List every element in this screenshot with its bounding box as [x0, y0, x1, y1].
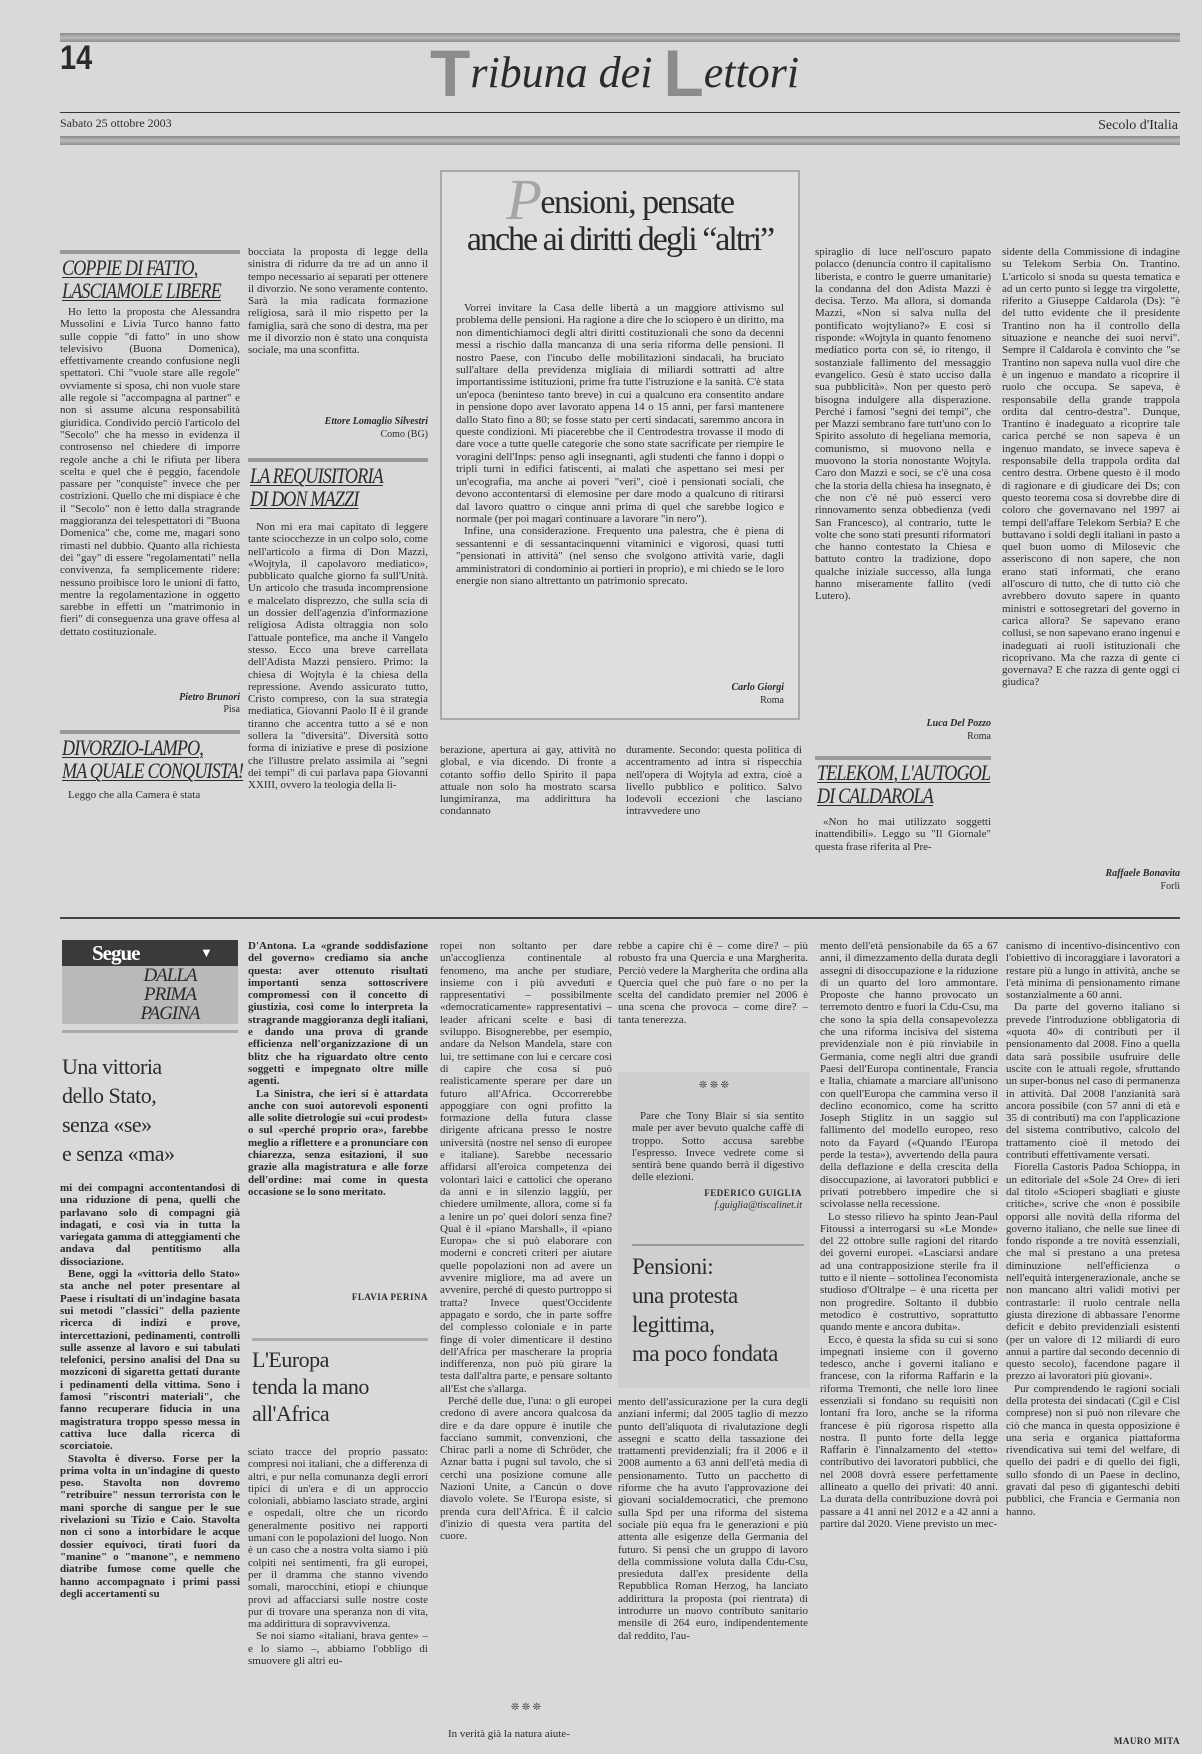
byline-author: Carlo Giorgi: [731, 682, 784, 693]
byline-author: FEDERICO GUIGLIA: [704, 1188, 802, 1198]
author-email: f.guiglia@tiscalinet.it: [714, 1200, 802, 1211]
byline-place: Roma: [967, 731, 991, 742]
byline-author: Pietro Brunori: [179, 692, 240, 703]
headline-europa: L'Europa tenda la mano all'Africa: [252, 1347, 369, 1426]
blair-body: Pare che Tony Blair si sia sentito male per aver bevuto qualche caffè di troppo. Sotto accusa sarebbe l'espresso. Invece vedrete come si sentirà bene quando berrà il digestivo delle elezioni.: [632, 1110, 804, 1184]
headline-divorzio: DIVORZIO-LAMPO, MA QUALE CONQUISTA!: [62, 735, 244, 783]
blair-box: [618, 1072, 810, 1388]
article-telekom-body: «Non ho mai utilizzato soggetti inattendibili». Leggo su "Il Giornale" questa frase riferita al Pre-: [815, 816, 991, 853]
article-divorzio-body: bocciata la proposta di legge della sinistra di ridurre da tre ad un anno il tempo necessario ai separati per ottenere il divorzio. Ne sono veramente contento. Sarà la mia radicata formazione religiosa, sarà il mio rispetto per la famiglia, sarà che sono di destra, ma per me il divorzio non è stato una conquista sociale, ma una sconfitta.: [248, 246, 428, 357]
arrow-down-icon: ▼: [200, 945, 213, 960]
byline-author: Luca Del Pozzo: [926, 718, 991, 729]
headline-rule: [60, 730, 240, 734]
dalla-prima-pagina-box: DALLA PRIMA PAGINA: [62, 966, 238, 1024]
article-europa-body: sciato tracce del proprio passato: compresi noi italiani, che a differenza di altri, e pur nella comunanza degli errori tipici di un'era e di un approccio coloniali, abbiamo lasciato strade, argini e ospedali, oltre che un ricordo generalmente positivo nei rapporti umani con le popolazioni del luogo. Non è un caso che a nostra volta siamo i più colpiti nei sentimenti, fra gli europei, per il dramma che stanno vivendo somali, marocchini, etiopi e chiunque provi ad affacciarsi sulle nostre coste pur di trovare una speranza non di vita, ma addirittura di sopravvivenza. Se noi siamo «italiani, brava gente» – e lo siamo –, abbiamo l'obbligo di smuovere gli altri eu-: [248, 1446, 428, 1668]
rule: [252, 1338, 428, 1341]
article-protesta-body: mento dell'assicurazione per la cura degli anziani infermi; dal 2005 taglio di mezzo punto dell'aliquota di rivalutazione degli assegni e scatto della tassazione dei trattamenti previdenziali; fra il 2006 e il 2008 aumento a 63 anni dell'età media di pensionamento. Tutto un pacchetto di riforme che ha avuto l'approvazione dei giovani socialdemocratici, che premono sulla Spd per una riforma del sistema sociale più equa fra le generazioni e più attenta alle esigenze della Germania del futuro. Si pensi che un gruppo di lavoro della commissione voluta dalla Cdu-Csu, presieduta dall'ex presidente della Repubblica Roman Herzog, ha lanciato addirittura la proposta (poi rientrata) di introdurre un nuovo contributo sanitario mensile di 264 euro, indipendentemente dal reddito, l'au-: [618, 1396, 808, 1642]
title-initial-l: L: [663, 36, 704, 110]
section-title: [430, 38, 830, 108]
title-part2: ettori: [703, 48, 800, 97]
featured-letter-box: [440, 167, 800, 720]
featured-letter-body: Vorrei invitare la Casa delle libertà a un maggiore attivismo sul problema delle pensioni. Ha ragione a dire che lo sciopero è un diritto, ma non dimentichiamoci degli altri diritti costituzionali che sono da decenni messi a rischio dalla mancanza di una seria riforma delle pensioni. Il nostro Paese, con l'incubo delle mobilitazioni sindacali, ha bruciato sull'altare della previdenza migliaia di miliardi sottratti ad altre importantissime istituzioni, prime fra tutte l'istruzione e la sanità. C'è stata un'epoca (beninteso tanto breve) in cui a qualcuno era consentito andare in pensione dopo aver lavorato appena 14 o 15 anni, per farsi mantenere dallo Stato fino a 80; se fosse stato per certi sindacati, saremmo ancora in queste condizioni. Mi piacerebbe che il Centrodestra trovasse il modo di dare voce a tutte quelle categorie che sono state sacrificate per riempire le voragini dell'Inps: penso agli insegnanti, agli studenti che fanno i doppi o tripli turni in edifici fatiscenti, ai malati che aspettano sei mesi per un'ecografia, ma anche ai poveri "veri", cioè i pensionati sociali, che devono accontentarsi di elemosine per dare modo a qualcuno di ritirarsi dal lavoro quattro o cinque anni prima di quel che sarebbe logico e normale (per poi magari continuare a lavorare "in nero"). Infine, una considerazione. Frequento una palestra, che è piena di sessantenni e di sessantacinquenni vitaminici e vigorosi, quasi tutti "pensionati in attività" (nel senso che svolgono attività varie, dagli amministratori di condominio ai portieri in proprio), e mi chiedo se le loro energie non siano altrettanto un patrimonio sprecato.: [456, 302, 784, 587]
headline-rule: [60, 250, 240, 254]
rule: [632, 1244, 804, 1246]
article-mazzi-body-4: spiraglio di luce nell'oscuro papato polacco (denuncia contro il capitalismo liberista, e contro le guerre umanitarie) la condanna del don Adista Mazzi è decisa. Terzo. Ma allora, si domanda Mazzi, «Non si salva nulla del pontificato wojtyliano?» E così si risponde: «Wojtyla in quanto fenomeno mediatico porta con sé, io ritengo, il sostanziale fallimento del messaggio evangelico. Gesù è stato ucciso dalla sua pubblicità». Non per questo però bisogna indulgere alla disperazione. Perché i famosi "segni dei tempi", che per Mazzi sembrano fare tutt'uno con lo Spirito assoluto di hegeliana memoria, comunismo, si muovono nella e muovono la storia nonostante Wojtyla. Caro don Mazzi e soci, se c'è una cosa che la storia della chiesa ha insegnato, è che non c'è né può esserci vero rinnovamento senza obbedienza (vedi San Francesco), al contrario, tutte le volte che sono stati presunti riformatori che hanno contestato la Chiesa e battuto contro la tradizione, dopo qualche iniziale successo, alla lunga hanno miseramente fallito (vedi Lutero).: [815, 246, 991, 603]
headline-telekom: TELEKOM, L'AUTOGOL DI CALDAROLA: [817, 760, 991, 808]
byline-author: Raffaele Bonavita: [1105, 868, 1180, 879]
byline-place: Pisa: [223, 704, 240, 715]
article-telekom-body-2: sidente della Commissione di indagine su Telekom Serbia On. Trantino. L'articolo si snoda su questa tematica e ad un certo punto si legge tra virgolette, riferito a Giuseppe Caldarola (Ds): "è del tutto evidente che il presidente Trantino non ha il controllo della situazione e neanche dei suoi nervi". Sempre il Caldarola è convinto che "se Trantino non sapeva nulla vuol dire che è un ingenuo e mandato a ricoprire il ruolo che occupa. Se sapeva, è responsabile della grande trappola ordita dal centro-destra". Dunque, Trantino è inadeguato a ricoprire tale carica perché se non sapeva è un ingenuo mandato, se invece sapeva è responsabile della trappola ordita dal centro destra. Orbene questo è il modo di ragionare e di giudicare dei Ds; con questo teorema cosa si dovrebbe dire di coloro che governavano nel 1997 ai tempi dell'affare Telekom Serbia? E che buttavano i soldi degli italiani in pasto a quel buon uomo di Milosevic che asseriscono di non sapere, che non erano stati informati, che erano all'oscuro di tutto, che di tutto ciò che avrebbero dovuto sapere in quanto ministri e sottosegretari del governo in carica allora? Se sapevano erano collusi, se non sapevano erano ingenui e inadeguati ai ruoli istituzionali che ricoprivano. Ma che razza di gente ci governava? E che razza di gente oggi ci giudica?: [1002, 246, 1180, 689]
rule: [62, 1030, 238, 1033]
article-europa-body-4: rebbe a capire chi è – come dire? – più robusto fra una Quercia e una Margherita. Perciò vedere la Margherita che ordina alla Quercia quel che può fare o no per la scelta del candidato premier nel 2006 è una scena che provoca – come dire? – tanta tenerezza.: [618, 940, 808, 1026]
page-number: 14: [60, 39, 93, 77]
title-part1: ribuna dei: [470, 48, 664, 97]
article-vittoria-body-2: D'Antona. La «grande soddisfazione del governo» crediamo sia anche questa: aver ottenuto risultati importanti senza sottoscrivere compromessi con il concetto di giustizia, così come lo interpreta la stragrande maggioranza degli italiani, e dando una prova di grande efficienza nell'organizzazione di un blitz che ha riguardato oltre cento soggetti e impegnato oltre mille agenti. La Sinistra, che ieri si è attardata anche con suoi autorevoli esponenti alle solite dietrologie sui «cui prodest» o sul «perché proprio ora», farebbe meglio a riflettere e a pronunciare con chiarezza, senza esitazioni, il suo grazie alla magistratura e alle forze dell'ordine: mai come in questa occasione se lo sono meritato.: [248, 940, 428, 1198]
section-divider: [60, 917, 1180, 919]
featured-headline: Pensioni, pensate anche ai diritti degli “altri”: [466, 167, 774, 258]
byline-place: Roma: [760, 695, 784, 706]
newspaper-name: Secolo d'Italia: [1098, 118, 1178, 133]
headline-coppie: COPPIE DI FATTO, LASCIAMOLE LIBERE: [62, 255, 221, 303]
drop-initial-p: P: [506, 167, 541, 232]
header-bottom-rule: [60, 136, 1180, 145]
headline-rule: [248, 458, 428, 462]
header-thin-rule: [60, 112, 1180, 113]
article-coppie-body: Ho letto la proposta che Alessandra Mussolini e Livia Turco hanno fatto sulle coppie "di fatto" in uno show televisivo (Buona Domenica), effettivamente creando confusione negli spettatori. Chi "vuole stare alle regole" ovviamente si sposa, chi non vuole stare alle regole si "accompagna al partner" e non si assume alcuna responsabilità giuridica. Condivido perciò l'articolo del "Secolo" che ha messo in evidenza il controsenso nel chiedere di imporre regole anche a chi le rifiuta per libera scelta e quel che è peggio, facendole passare per "conquiste" invece che per costrizioni. Quello che mi dispiace è che il "Secolo" non è letto dalla stragrande maggioranza dei telespettatori di "Buona Domenica" che, come me, magari sono rimasti nel dubbio. Quanto alla richiesta dei "gay" di essere "regolamentati" nella convivenza, fa semplicemente ridere: nessuno proibisce loro le unioni di fatto, mentre la regolamentazione in oggetto sarebbe in effetti un "matrimonio in fieri" di conseguenza una grave offesa al dettato costituzionale.: [60, 306, 240, 638]
article-protesta-body-2: mento dell'età pensionabile da 65 a 67 anni, il dimezzamento della durata degli assegni di disoccupazione e la riduzione di un quarto del loro ammontare. Proposte che hanno provocato un terremoto dentro e fuori la Cdu-Csu, ma che sono la spia della consapevolezza che una riforma incisiva del sistema previdenziale non è più rinviabile in Germania, come negli altri due grandi Paesi dell'Europa continentale, Francia e Italia, chiamate a marciare all'unisono con quell'Europa che cammina verso il declino economico, come ha scritto Joseph Stiglitz in un saggio sul fallimento del modello europeo, reso noto da Fayard («Quando l'Europa perde la testa»), avvertendo della paura della deflazione e della crescita della disoccupazione, ai lavoratori pubblici e privati potrebbero impedire che si scivolasse nella recessione. Lo stesso rilievo ha spinto Jean-Paul Fitoussi a interrogarsi su «Le Monde» del 22 ottobre sulle ragioni del ritardo dei governi europei. «Lasciarsi andare ad una contrapposizione sterile fra il tutto e il niente – sottolinea l'economista studioso d'Oltralpe – è una ricetta per non progredire. Soltanto il dubbio metodico è costruttivo, soprattutto quando mente e ancora dubita». Ecco, è questa la sfida su cui si sono impegnati insieme con il governo tedesco, anche i governi italiano e francese, con la riforma Raffarin e la riforma Tremonti, che nelle loro linee essenziali si fondano su requisiti non lontani fra loro, anche se la riforma francese è più rigorosa rispetto alla nostra. Il punto forte della legge Raffarin è l'innalzamento del «tetto» contributivo dei lavoratori pubblici, che nel 2008 dovrà essere perfettamente allineato a quello dei privati: 40 anni. La durata della contribuzione dovrà poi passare a 41 anni nel 2012 e a 42 anni a partire dal 2020. Viene previsto un mec-: [820, 940, 998, 1530]
byline-author: MAURO MITA: [1113, 1736, 1180, 1746]
segue-label: Segue: [92, 941, 140, 965]
article-mazzi-body-3: duramente. Secondo: questa politica di accentramento ad intra si rispecchia nell'opera di Wojtyla ad extra, cioè a livello pubblico e politico. Salvo lodevoli eccezioni che lasciano intravvedere uno: [626, 744, 802, 818]
headline-protesta: Pensioni: una protesta legittima, ma poco fondata: [632, 1254, 778, 1366]
article-protesta-body-3: canismo di incentivo-disincentivo con l'obiettivo di incoraggiare i lavoratori a restare più a lungo in attività, anche se l'età minima di pensionamento rimane sostanzialmente a 60 anni. Da parte del governo italiano si prevede l'introduzione obbligatoria di «quota 40» di contributi per il pensionamento dal 2008. Fino a quella data sarà possibile usufruire delle uscite con le attuali regole, sfruttando un super-bonus nel caso di permanenza in attività. Dal 2008 l'anzianità sarà ancora possibile (con 57 anni di età e 35 di contributi) ma con l'applicazione del sistema contributivo, calcolo del trattamento cioè il metodo dei contributi effettivamente versati. Fiorella Castoris Padoa Schioppa, in un editoriale del «Sole 24 Ore» di ieri dal titolo «Scioperi sbagliati e giuste critiche», scrive che «non è possibile opporsi alle novità della riforma del governo italiano, che nelle sue linee di fondo risponde a tre novità essenziali, che mal si prestano a una pretesa diminuzione nell'efficienza o nell'equità intergenerazionale, anche se non mancano altri validi motivi per contrastarle: il ruolo centrale nella giusta direzione di abbassare l'enorme deficit e debito previdenziali esistenti (per un valore di 12 miliardi di euro annui a partire dal secondo decennio di questo secolo), facendone pagare il prezzo ai lavoratori più giovani». Pur comprendendo le ragioni sociali della protesta dei sindacati (Cgil e Cisl comprese) non si può non rilevare che ciò che manca in questa opposizione è una seria e organica piattaforma rivendicativa sui temi del welfare, di quello dei padri e di quello dei figli, sullo sfondo di un Paese in declino, gravati dal peso di giganteschi debiti pubblici, che Francia e Germania non hanno.: [1006, 940, 1180, 1518]
headline-mazzi: LA REQUISITORIA DI DON MAZZI: [250, 463, 383, 511]
article-europa-body-3: In verità già la natura aiute-: [448, 1728, 570, 1740]
article-europa-body-2: ropei non soltanto per dare un'accoglienza continentale al fenomeno, ma anche per studiare, insieme con i più avveduti e rappresentativi – possibilmente «democraticamente» rappresentativi – leader africani scelte e basi di sviluppo. Bisognerebbe, per esempio, andare da Nelson Mandela, stare con lui, tre settimane con lui e cercare così di capire che cosa si può realisticamente sperare per dare un futuro all'Africa. Occorrerebbe appoggiare con ogni profitto la formazione della futura classe dirigente africana presso le nostre università (nostre nel senso di europee e italiane). Sarebbe necessario affidarsi all'eroica competenza dei volontari laici e cattolici che operano da anni e in silenzio laggiù, per chiedere umilmente, allora, come si fa a lenire un po' quei dolori senza fine? Qual è il «piano Marshall», il «piano Europa» che si può elaborare con moderni e concreti criteri per aiutare quelle popolazioni non ad avere un avvenire migliore, ma ad avere un avvenire, perché di questo purtroppo si tratta? Invece quest'Occidente appagato e sordo, che in parte soffre del complesso coloniale e in parte finge di voler dimenticare il destino dell'Africa per mascherare la propria indifferenza, non può più girare la testa dall'altra parte, e pensare soltanto all'Est che s'allarga. Perché delle due, l'una: o gli europei credono di avere ancora qualcosa da dire e da dare oppure è inutile che facciano summit, convenzioni, che Chirac parli a nome di Schröder, che Aznar batta i pugni sul tavolo, che si cerchi una posizione comune alle Nazioni Unite, a Cancún o dove diavolo volete. Se l'Europa esiste, si prenda cura dell'Africa. È il calcio d'inizio di questa vera partita del cuore.: [440, 940, 612, 1543]
byline-author: Ettore Lomaglio Silvestri: [324, 416, 428, 427]
byline-place: Como (BG): [380, 429, 428, 440]
byline-author: FLAVIA PERINA: [351, 1292, 428, 1302]
byline-place: Forlì: [1160, 881, 1180, 892]
article-vittoria-body: mi dei compagni accontentandosi di una riduzione di pena, quelli che parlavano solo di compagni già indagati, e così via in tutta la variegata gamma di atteggiamenti che andava dal pentitismo alla dissociazione. Bene, oggi la «vittoria dello Stato» sta anche nel poter presentare al Paese i risultati di un'indagine basata sui metodi "classici" della paziente ricerca di indizi e prove, intercettazioni, pedinamenti, controlli sulle assenze al lavoro e sui tabulati telefonici, persino analisi del Dna su mozziconi di sigaretta gettati durante i pedinamenti della vittima. Sono i famosi "riscontri materiali", che fanno recuperare fiducia in una magistratura troppo spesso messa in cattiva luce dalla ricerca di scorciatoie. Stavolta è diverso. Forse per la prima volta in un'indagine di questo peso. Stavolta non dovremo "retribuire" nessun terrorista con le mani sporche di sangue per le sue rivelazioni su Tizio e Caio. Stavolta non ci sono a intorbidare le acque dossier equivoci, tirati fuori da "manine" o "manone", e nemmeno diatribe fumose come quelle che hanno accompagnato i primi passi degli accertamenti su: [60, 1182, 240, 1600]
separator-stars: ❊ ❊ ❊: [698, 1080, 730, 1091]
article-mazzi-body: Non mi era mai capitato di leggere tante sciocchezze in un colpo solo, come nell'articolo a firma di Don Mazzi, «Wojtyla, il capolavoro mediatico», pubblicato qualche giorno fa sull'Unità. Un articolo che trasuda incomprensione e malcelato disprezzo, che sulla scia di un dossier dell'agenzia d'informazione religiosa Adista oltraggia non solo l'attuale pontefice, ma anche il Vangelo stesso. Ecco una breve carrellata dell'Adista Mazzi pensiero. Primo: la chiesa di Wojtyla è la chiesa della repressione. Avendo assicurato tutto, Cristo compreso, con la sua strategia mediatica, Giovanni Paolo II è il grande tiranno che accentra tutto a sé e non sollera la "diversità". Diversità sotto forma di iniziative e prese di posizione che l'illustre prelato assimila ai "segni dei tempi" di cui parlava papa Giovanni XXIII, ovvero la teologia della li-: [248, 521, 428, 792]
article-mazzi-body-2: berazione, apertura ai gay, attività no global, e via dicendo. Di fronte a cotanto soffio dello Spirito il papa attuale non solo ha mostrato scarsa lungimiranza, ma addirittura ha condannato: [440, 744, 616, 818]
title-initial-t: T: [430, 36, 471, 110]
article-divorzio-body-start: Leggo che alla Camera è stata: [68, 789, 201, 801]
separator-stars: ❊ ❊ ❊: [510, 1702, 542, 1713]
issue-date: Sabato 25 ottobre 2003: [60, 116, 172, 130]
segue-banner: [62, 940, 238, 966]
headline-vittoria: Una vittoria dello Stato, senza «se» e senza «ma»: [62, 1054, 175, 1166]
